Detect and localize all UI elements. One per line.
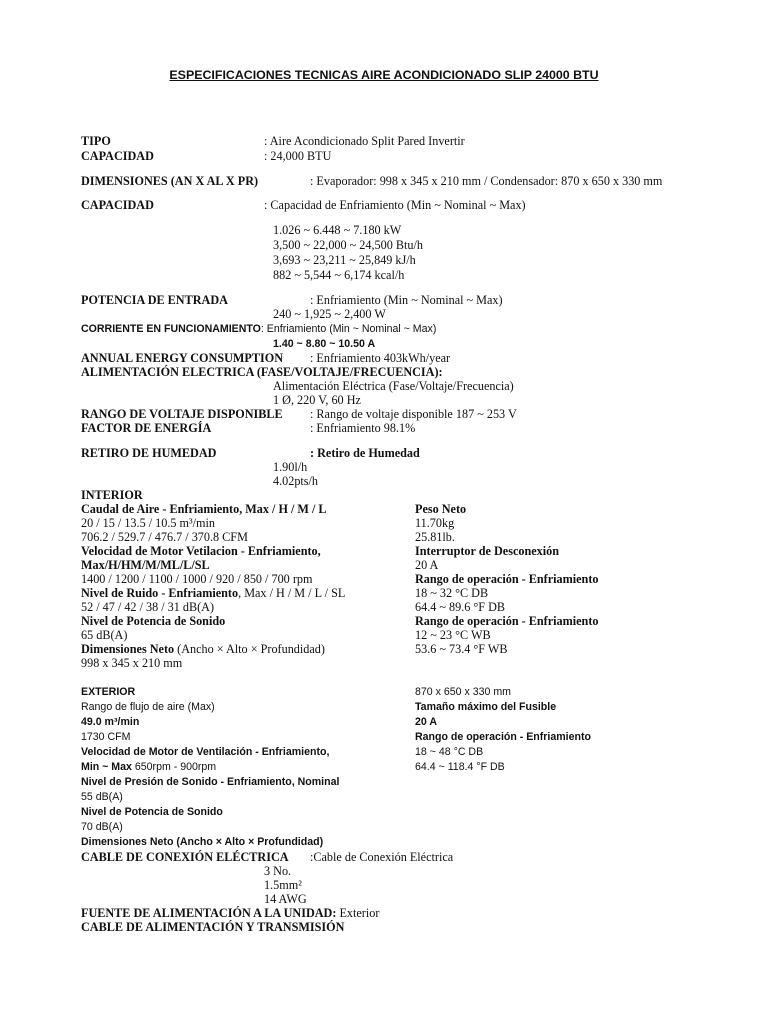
rango-voltaje-label: RANGO DE VOLTAJE DISPONIBLE [81, 407, 283, 421]
corriente-label: CORRIENTE EN FUNCIONAMIENTO [81, 323, 261, 335]
exterior-left-line-bold: EXTERIOR [81, 686, 136, 698]
exterior-left-line [81, 745, 329, 759]
exterior-left-line-bold: Nivel de Presión de Sonido - Enfriamiento, Nominal [81, 776, 340, 788]
interior-left-line-text: 20 / 15 / 13.5 / 10.5 m³/min [81, 516, 215, 530]
alimentacion-value: 1 Ø, 220 V, 60 Hz [273, 393, 361, 407]
interior-right-line [415, 614, 598, 628]
exterior-right-line [415, 760, 505, 774]
fuente-row [81, 906, 379, 920]
interior-left-line-text: 998 x 345 x 210 mm [81, 656, 183, 670]
exterior-left-line-bold: Velocidad de Motor de Ventilación - Enfriamiento, [81, 746, 330, 758]
interior-right-line [415, 502, 466, 516]
interior-heading: INTERIOR [81, 488, 143, 502]
interior-right-line-text: 11.70kg [415, 516, 455, 530]
interior-right-line [415, 572, 598, 586]
exterior-left-line-text: Rango de flujo de aire (Max) [81, 701, 215, 713]
cable-value: :Cable de Conexión Eléctrica [310, 850, 454, 864]
interior-left-line-bold: Caudal de Aire - Enfriamiento, Max / H / M / L [81, 502, 327, 516]
exterior-right-line-bold: 20 A [415, 716, 437, 728]
exterior-left-line [81, 835, 323, 849]
dimensiones-value: : Evaporador: 998 x 345 x 210 mm / Condensador: 870 x 650 x 330 mm [310, 174, 663, 188]
exterior-left-line-text: 70 dB(A) [81, 821, 123, 833]
interior-right-line-text: 53.6 ~ 73.4 °F WB [415, 642, 508, 656]
capacidad-label: CAPACIDAD [81, 149, 154, 163]
interior-left-line [81, 600, 214, 614]
retiro-label: RETIRO DE HUMEDAD [81, 446, 217, 460]
cable-label: CABLE DE CONEXIÓN ELÉCTRICA [81, 850, 289, 864]
interior-right-line-bold: Rango de operación - Enfriamiento [415, 614, 599, 628]
tipo-value: : Aire Acondicionado Split Pared Invertir [264, 134, 465, 148]
interior-left-line-bold: Nivel de Potencia de Sonido [81, 614, 226, 628]
cable-mm: 1.5mm² [264, 878, 302, 892]
interior-left-line [81, 544, 321, 558]
capacidad-enfriamiento-label: CAPACIDAD [81, 198, 154, 212]
retiro-value: : Retiro de Humedad [310, 446, 420, 460]
exterior-left-line [81, 685, 135, 699]
factor-value: : Enfriamiento 98.1% [310, 421, 416, 435]
exterior-left-line-text: 1730 CFM [81, 731, 131, 743]
interior-right-line [415, 642, 508, 656]
interior-right-line-text: 12 ~ 23 °C WB [415, 628, 491, 642]
exterior-right-line [415, 685, 511, 699]
corriente-row [81, 322, 436, 336]
interior-left-line-bold: Nivel de Ruido - Enfriamiento [81, 586, 239, 600]
interior-left-line [81, 516, 215, 530]
interior-right-line-text: 20 A [415, 558, 439, 572]
annual-label: ANNUAL ENERGY CONSUMPTION [81, 351, 284, 365]
exterior-left-line [81, 760, 216, 774]
interior-right-line [415, 558, 438, 572]
exterior-right-line-bold: Tamaño máximo del Fusible [415, 701, 557, 713]
rango-voltaje-value: : Rango de voltaje disponible 187 ~ 253 V [310, 407, 517, 421]
interior-left-line-text: 706.2 / 529.7 / 476.7 / 370.8 CFM [81, 530, 248, 544]
interior-left-line [81, 558, 210, 572]
exterior-left-line [81, 775, 339, 789]
interior-right-line-bold: Rango de operación - Enfriamiento [415, 572, 599, 586]
interior-left-line [81, 642, 325, 656]
interior-left-line-bold: Dimensiones Neto [81, 642, 175, 656]
corriente-value: : Enfriamiento (Min ~ Nominal ~ Max) [260, 323, 437, 335]
tipo-label: TIPO [81, 134, 111, 148]
exterior-left-line-text: 55 dB(A) [81, 791, 123, 803]
retiro-pts: 4.02pts/h [273, 474, 319, 488]
interior-left-line-text: 65 dB(A) [81, 628, 128, 642]
transmision-label: CABLE DE ALIMENTACIÓN Y TRANSMISIÓN [81, 920, 345, 934]
corriente-range: 1.40 ~ 8.80 ~ 10.50 A [273, 338, 376, 350]
interior-right-line-text: 18 ~ 32 °C DB [415, 586, 489, 600]
interior-right-line-bold: Interruptor de Desconexión [415, 544, 559, 558]
interior-right-line [415, 544, 559, 558]
document-title: ESPECIFICACIONES TECNICAS AIRE ACONDICIONADO SLIP 24000 BTU [169, 68, 599, 82]
interior-left-line [81, 586, 345, 600]
exterior-right-line [415, 745, 483, 759]
exterior-right-line-text: 18 ~ 48 °C DB [415, 746, 484, 758]
exterior-left-line [81, 730, 130, 744]
exterior-right-line [415, 700, 556, 714]
exterior-right-line [415, 715, 437, 729]
exterior-right-line-text: 870 x 650 x 330 mm [415, 686, 511, 698]
exterior-left-line-bold: Min ~ Max [81, 761, 135, 773]
interior-left-line [81, 628, 127, 642]
cable-no: 3 No. [264, 864, 292, 878]
exterior-left-line [81, 820, 123, 834]
exterior-left-line-bold: Nivel de Potencia de Sonido [81, 806, 223, 818]
exterior-right-line-bold: Rango de operación - Enfriamiento [415, 731, 591, 743]
interior-left-line [81, 656, 182, 670]
capacidad-kjh: 3,693 ~ 23,211 ~ 25,849 kJ/h [273, 253, 416, 267]
capacidad-enfriamiento-value: : Capacidad de Enfriamiento (Min ~ Nominal ~ Max) [264, 198, 526, 212]
interior-right-line-bold: Peso Neto [415, 502, 467, 516]
alimentacion-label: ALIMENTACIÓN ELECTRICA (FASE/VOLTAJE/FRECUENCIA): [81, 365, 443, 379]
interior-left-line-text: 52 / 47 / 42 / 38 / 31 dB(A) [81, 600, 215, 614]
potencia-value: : Enfriamiento (Min ~ Nominal ~ Max) [310, 293, 503, 307]
fuente-value: Exterior [336, 906, 380, 920]
capacidad-kw: 1.026 ~ 6.448 ~ 7.180 kW [273, 223, 402, 237]
interior-left-line-text: , Max / H / M / L / SL [238, 586, 346, 600]
capacidad-kcalh: 882 ~ 5,544 ~ 6,174 kcal/h [273, 268, 405, 282]
exterior-right-line-text: 64.4 ~ 118.4 °F DB [415, 761, 505, 773]
interior-left-line [81, 572, 312, 586]
fuente-label: FUENTE DE ALIMENTACIÓN A LA UNIDAD: [81, 906, 337, 920]
exterior-left-line-bold: Dimensiones Neto (Ancho × Alto × Profundidad) [81, 836, 324, 848]
interior-right-line-text: 25.81lb. [415, 530, 455, 544]
capacidad-btuh: 3,500 ~ 22,000 ~ 24,500 Btu/h [273, 238, 423, 252]
interior-left-line-text: 1400 / 1200 / 1100 / 1000 / 920 / 850 / 700 rpm [81, 572, 313, 586]
interior-left-line [81, 530, 248, 544]
alimentacion-sub: Alimentación Eléctrica (Fase/Voltaje/Frecuencia) [273, 379, 514, 393]
interior-left-line-text: (Ancho × Alto × Profundidad) [174, 642, 325, 656]
exterior-left-line [81, 715, 139, 729]
interior-right-line [415, 586, 488, 600]
exterior-left-line [81, 700, 215, 714]
dimensiones-label: DIMENSIONES (AN X AL X PR) [81, 174, 259, 188]
interior-right-line [415, 516, 454, 530]
interior-right-line [415, 600, 505, 614]
interior-right-line [415, 628, 491, 642]
exterior-left-line-bold: 49.0 m³/min [81, 716, 140, 728]
interior-left-line [81, 502, 327, 516]
exterior-left-line [81, 805, 223, 819]
interior-left-line [81, 614, 225, 628]
capacidad-value: : 24,000 BTU [264, 149, 332, 163]
exterior-right-line [415, 730, 591, 744]
exterior-left-line [81, 790, 123, 804]
potencia-range: 240 ~ 1,925 ~ 2,400 W [273, 307, 386, 321]
interior-left-line-bold: Max/H/HM/M/ML/L/SL [81, 558, 210, 572]
cable-awg: 14 AWG [264, 892, 307, 906]
interior-right-line-text: 64.4 ~ 89.6 °F DB [415, 600, 506, 614]
potencia-label: POTENCIA DE ENTRADA [81, 293, 228, 307]
interior-right-line [415, 530, 455, 544]
factor-label: FACTOR DE ENERGÍA [81, 421, 212, 435]
interior-left-line-bold: Velocidad de Motor Vetilacion - Enfriamiento, [81, 544, 321, 558]
exterior-left-line-text: 650rpm - 900rpm [134, 761, 217, 773]
annual-value: : Enfriamiento 403kWh/year [310, 351, 451, 365]
retiro-lh: 1.90l/h [273, 460, 308, 474]
